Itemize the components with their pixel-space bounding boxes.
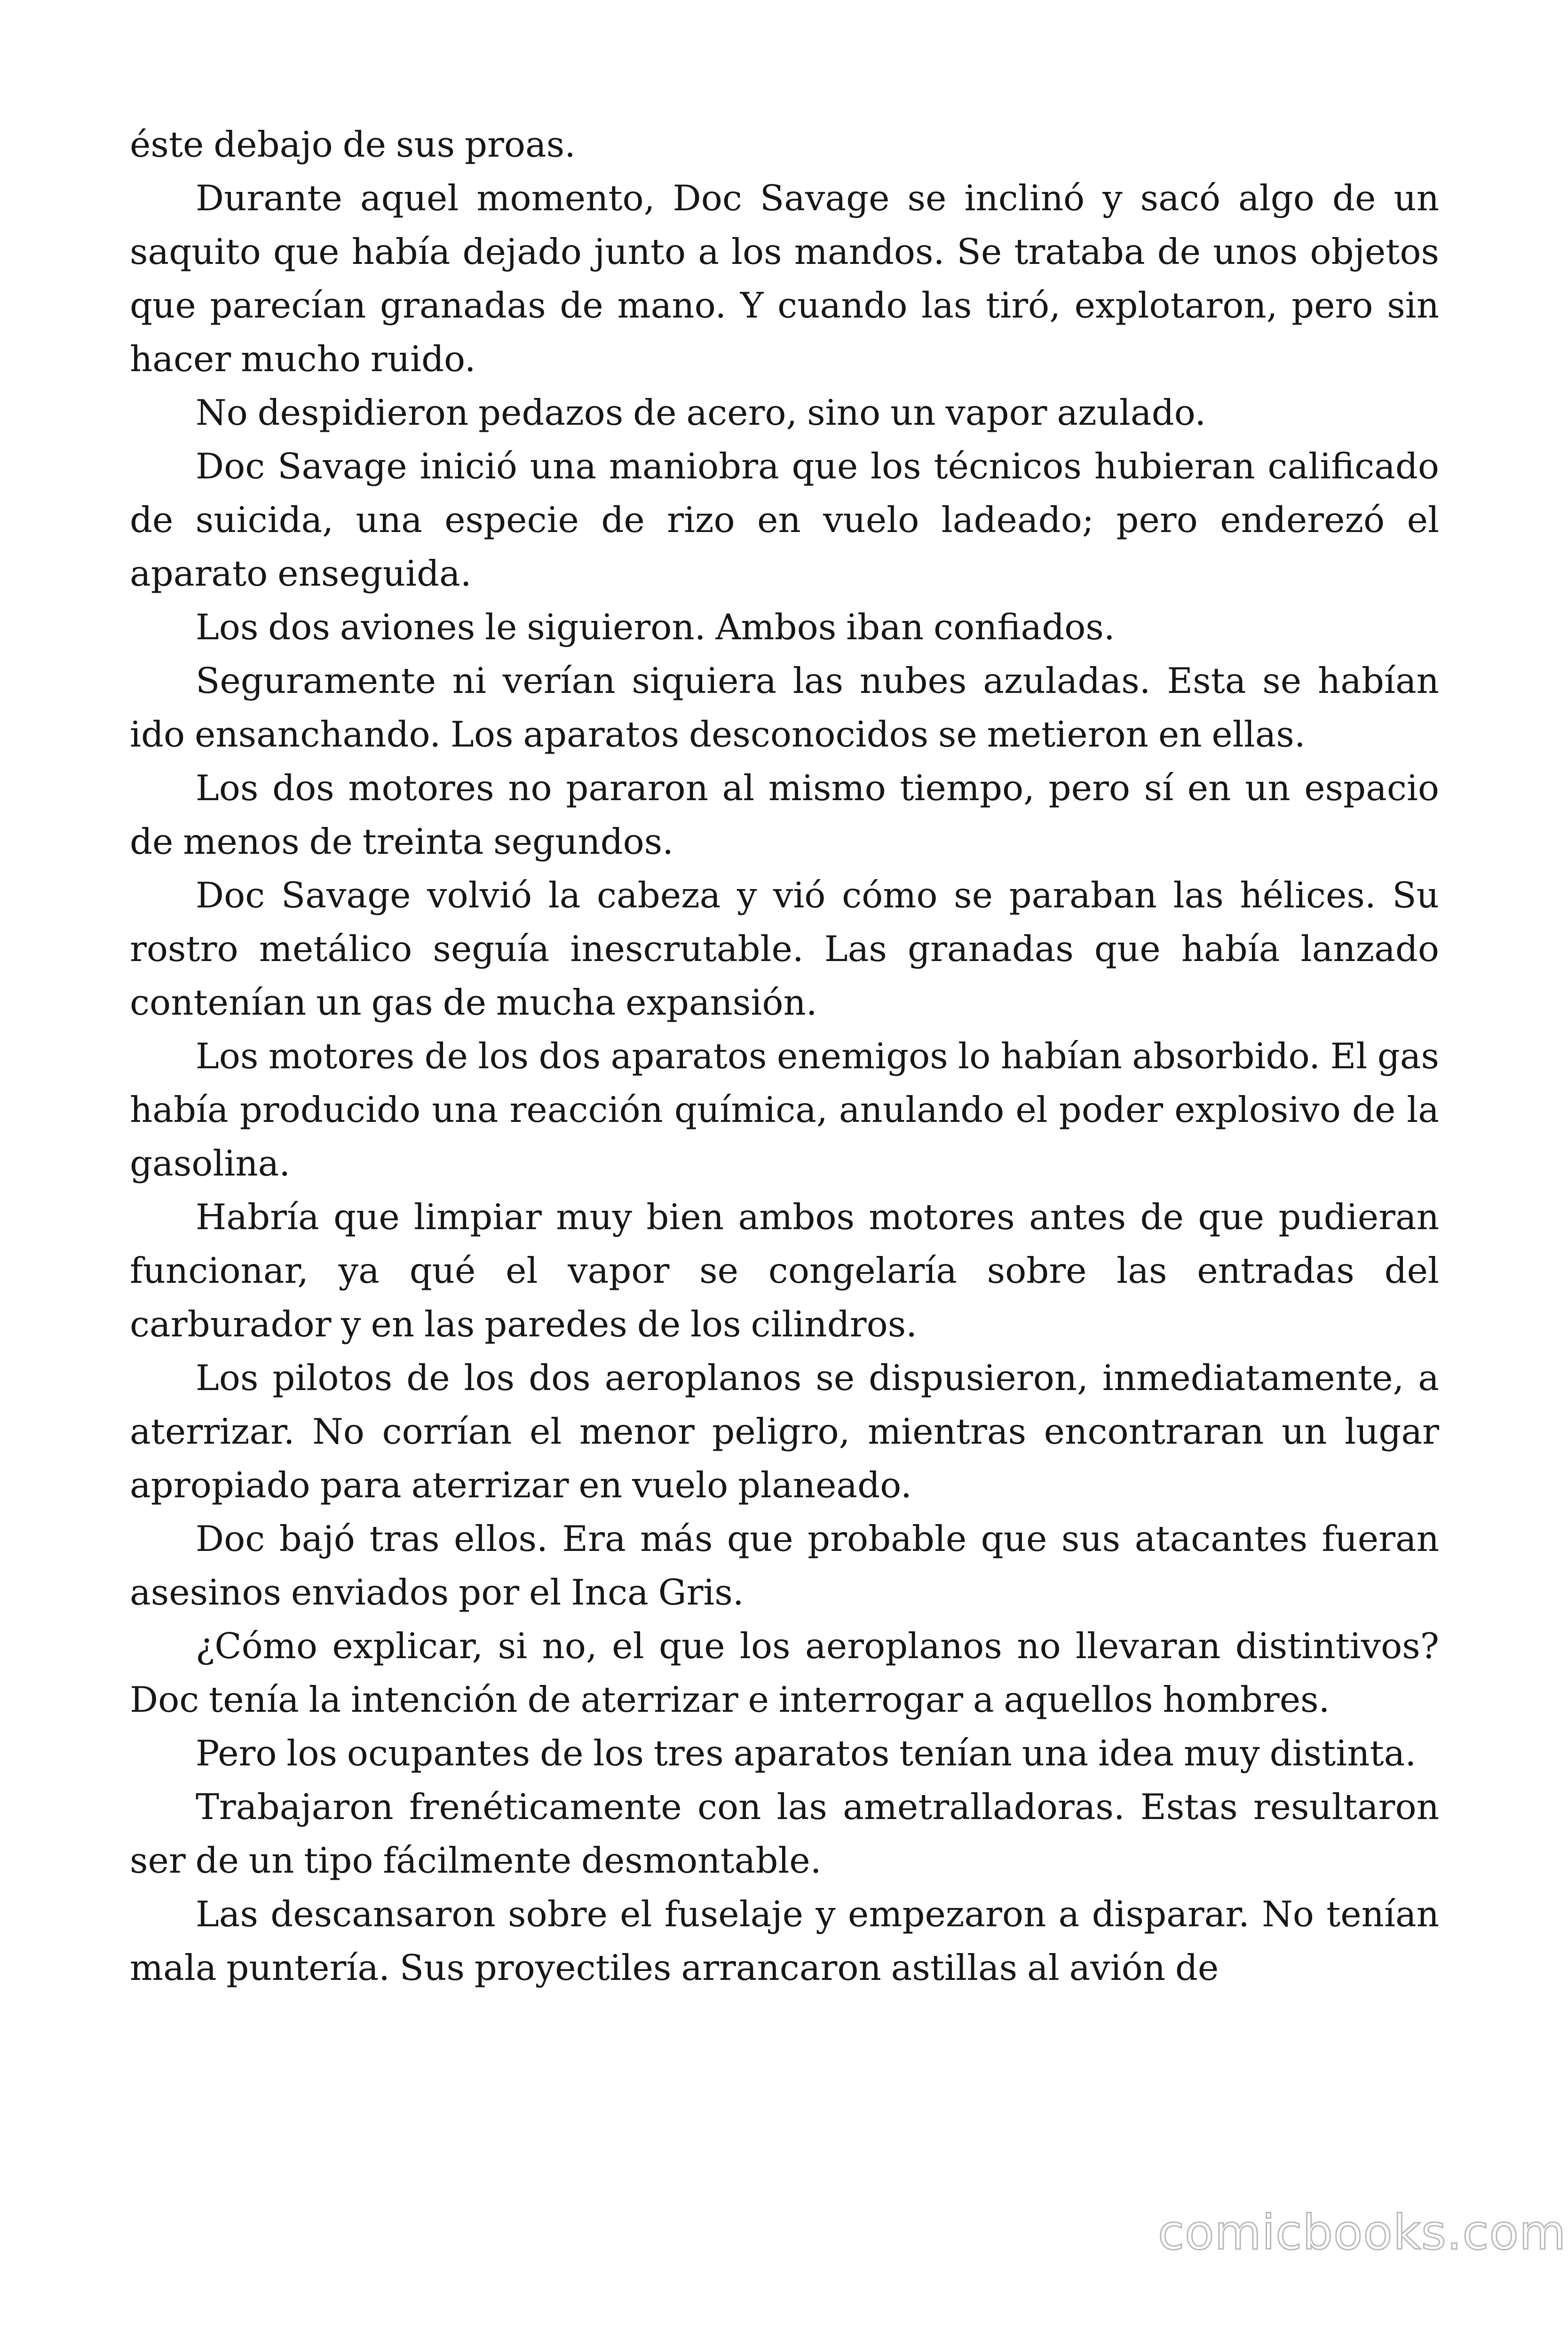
paragraph: Los motores de los dos aparatos enemigos lo habían absorbido. El gas había producido una reacción química, anulando el poder explosivo de la gasolina.	[130, 1035, 1439, 1184]
paragraph: No despidieron pedazos de acero, sino un vapor azulado.	[196, 392, 1206, 433]
paragraph: Los dos aviones le siguieron. Ambos iban confiados.	[196, 606, 1115, 648]
paragraph: Los dos motores no pararon al mismo tiempo, pero sí en un espacio de menos de treinta segundos.	[130, 767, 1439, 862]
paragraph: Seguramente ni verían siquiera las nubes azuladas. Esta se habían ido ensanchando. Los aparatos desconocidos se metieron en ellas.	[130, 660, 1439, 755]
paragraph-continuation: éste debajo de sus proas.	[130, 124, 576, 165]
paragraph: Trabajaron frenéticamente con las ametralladoras. Estas resultaron ser de un tipo fácilmente desmontable.	[130, 1786, 1439, 1881]
body-text	[130, 118, 1439, 1994]
paragraph: Doc Savage volvió la cabeza y vió cómo se paraban las hélices. Su rostro metálico seguía inescrutable. Las granadas que había lanzado contenían un gas de mucha expansión.	[130, 874, 1439, 1023]
paragraph: Habría que limpiar muy bien ambos motores antes de que pudieran funcionar, ya qué el vapor se congelaría sobre las entradas del carburador y en las paredes de los cilindros.	[130, 1196, 1439, 1345]
paragraph: Doc bajó tras ellos. Era más que probable que sus atacantes fueran asesinos enviados por el Inca Gris.	[130, 1518, 1439, 1613]
paragraph: Pero los ocupantes de los tres aparatos tenían una idea muy distinta.	[196, 1732, 1417, 1774]
paragraph: Los pilotos de los dos aeroplanos se dispusieron, inmediatamente, a aterrizar. No corrían el menor peligro, mientras encontraran un lugar apropiado para aterrizar en vuelo planeado.	[130, 1357, 1439, 1506]
watermark: comicbooks.com	[1158, 2205, 1567, 2261]
paragraph: Durante aquel momento, Doc Savage se inclinó y sacó algo de un saquito que había dejado junto a los mandos. Se trataba de unos objetos que parecían granadas de mano. Y cuando las tiró, explotaron, pero sin hacer mucho ruido.	[130, 177, 1439, 380]
paragraph: Las descansaron sobre el fuselaje y empezaron a disparar. No tenían mala puntería. Sus proyectiles arrancaron astillas al avión de	[130, 1893, 1439, 1988]
paragraph: Doc Savage inició una maniobra que los técnicos hubieran calificado de suicida, una especie de rizo en vuelo ladeado; pero enderezó el aparato enseguida.	[130, 445, 1439, 594]
paragraph: ¿Cómo explicar, si no, el que los aeroplanos no llevaran distintivos? Doc tenía la intención de aterrizar e interrogar a aquellos hombres.	[130, 1625, 1439, 1720]
